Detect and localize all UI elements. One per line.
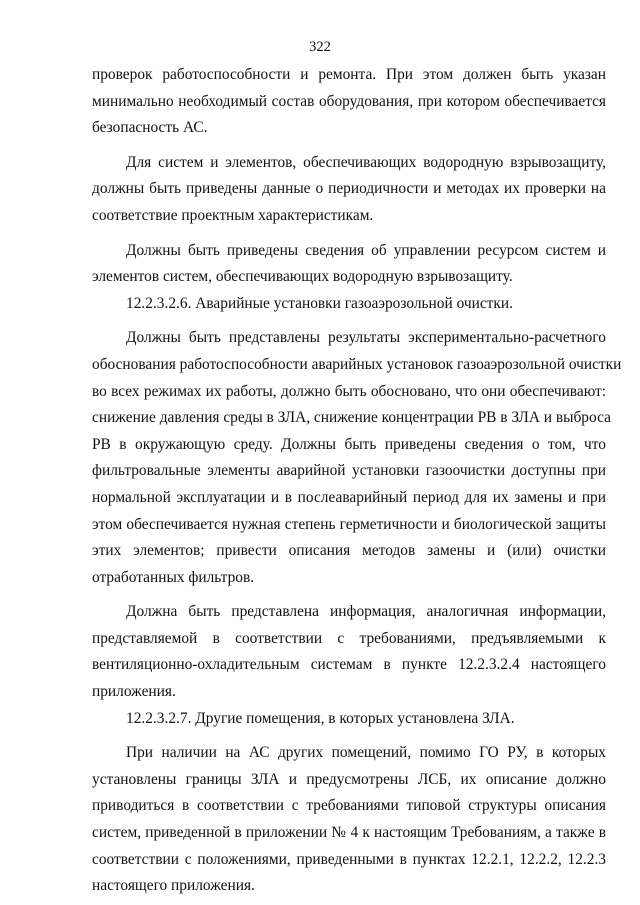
text-line: фильтровальные элементы аварийной установки газоочистки доступны при	[92, 462, 606, 480]
document-body	[92, 62, 622, 900]
text-line: Должны быть представлены результаты экспериментально-расчетного	[126, 329, 606, 347]
section-heading-12-2-3-2-6	[92, 291, 606, 318]
text-line: 12.2.3.2.6. Аварийные установки газоаэрозольной очистки.	[126, 294, 513, 312]
text-line: во всех режимах их работы, должно быть обосновано, что они обеспечивают:	[92, 382, 606, 400]
text-line: элементов систем, обеспечивающих водородную взрывозащиту.	[92, 268, 513, 286]
paragraph-2	[92, 238, 606, 291]
text-line: установлены границы ЗЛА и предусмотрены ЛСБ, их описание должно	[92, 770, 606, 788]
text-line: Должна быть представлена информация, аналогичная информации,	[126, 603, 606, 621]
paragraph-0	[92, 62, 606, 142]
text-line: РВ в окружающую среду. Должны быть приведены сведения о том, что	[92, 435, 606, 453]
paragraph-7	[92, 740, 606, 900]
text-line: систем, приведенной в приложении № 4 к настоящим Требованиям, а также в	[92, 824, 606, 842]
text-line: проверок работоспособности и ремонта. При этом должен быть указан	[92, 66, 606, 83]
text-line: снижение давления среды в ЗЛА, снижение концентрации РВ в ЗЛА и выброса	[92, 409, 611, 427]
text-line: соответствии с положениями, приведенными в пунктах 12.2.1, 12.2.2, 12.2.3	[92, 850, 606, 868]
text-line: отработанных фильтров.	[92, 568, 255, 586]
text-line: 12.2.3.2.7. Другие помещения, в которых установлена ЗЛА.	[126, 709, 515, 727]
text-line: Должны быть приведены сведения об управлении ресурсом систем и	[126, 241, 606, 259]
text-line: минимально необходимый состав оборудования, при котором обеспечивается	[92, 92, 606, 110]
text-line: Для систем и элементов, обеспечивающих водородную взрывозащиту,	[126, 153, 606, 171]
paragraph-1	[92, 150, 606, 230]
text-line: вентиляционно-охладительным системам в пункте 12.2.3.2.4 настоящего	[92, 656, 606, 674]
text-line: настоящего приложения.	[92, 877, 255, 895]
text-line: При наличии на АС других помещений, помимо ГО РУ, в которых	[126, 744, 606, 762]
page-number: 322	[309, 39, 331, 55]
text-line: нормальной эксплуатации и в послеаварийный период для их замены и при	[92, 488, 606, 506]
text-line: этих элементов; привести описания методов замены и (или) очистки	[92, 542, 606, 560]
text-line: соответствие проектным характеристикам.	[92, 206, 374, 224]
text-line: приложения.	[92, 683, 176, 701]
paragraph-4	[92, 325, 622, 591]
section-heading-12-2-3-2-7	[92, 706, 606, 733]
text-line: представляемой в соответствии с требованиями, предъявляемыми к	[92, 629, 606, 647]
text-line: должны быть приведены данные о периодичности и методах их проверки на	[92, 180, 606, 198]
text-line: этом обеспечивается нужная степень герметичности и биологической защиты	[92, 515, 606, 533]
text-line: приводиться в соответствии с требованиями типовой структуры описания	[92, 797, 606, 815]
paragraph-5	[92, 599, 606, 705]
text-line: безопасность АС.	[92, 119, 208, 137]
text-line: обоснования работоспособности аварийных установок газоаэрозольной очистки	[92, 355, 622, 373]
